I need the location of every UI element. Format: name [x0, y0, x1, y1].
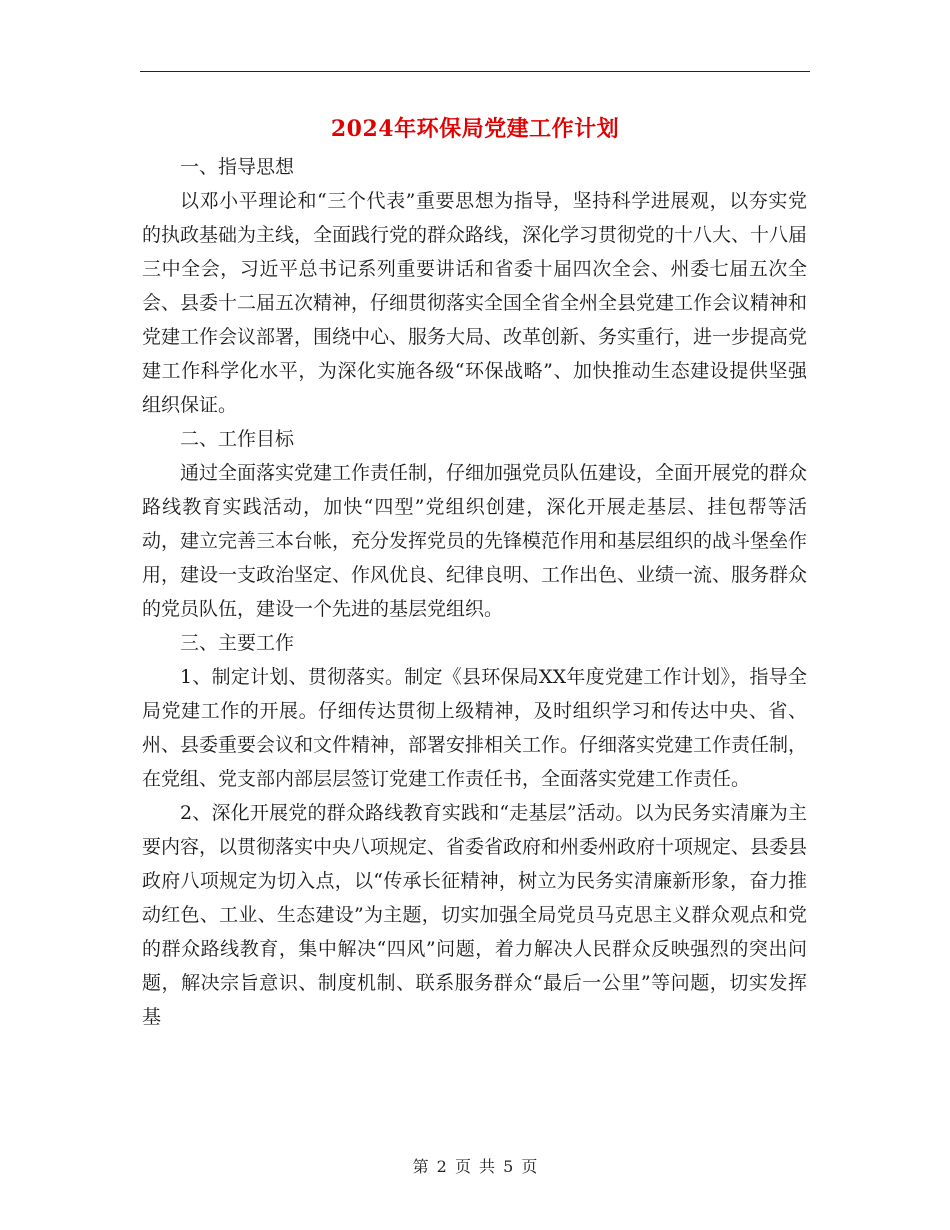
header-rule	[140, 71, 810, 72]
paragraph-work-goals: 通过全面落实党建工作责任制，仔细加强党员队伍建设，全面开展党的群众路线教育实践活动，加快“四型”党组织创建，深化开展走基层、挂包帮等活动，建立完善三本台帐，充分发挥党员的先锋模范作用和基层组织的战斗堡垒作用，建设一支政治坚定、作风优良、纪律良明、工作出色、业绩一流、服务群众的党员队伍，建设一个先进的基层党组织。	[142, 462, 808, 620]
section-heading-guiding-ideology: 一、指导思想	[180, 156, 295, 178]
paragraph-main-work-2: 2、深化开展党的群众路线教育实践和“走基层”活动。以为民务实清廉为主要内容，以贯彻落实中央八项规定、省委省政府和州委州政府十项规定、县委县政府八项规定为切入点，以“传承长征精神，树立为民务实清廉新形象，奋力推动红色、工业、生态建设”为主题，切实加强全局党员马克思主义群众观点和党的群众路线教育，集中解决“四风”问题，着力解决人民群众反映强烈的突出问题，解决宗旨意识、制度机制、联系服务群众“最后一公里”等问题，切实发挥基	[142, 802, 808, 1028]
paragraph-main-work-1: 1、制定计划、贯彻落实。制定《县环保局XX年度党建工作计划》，指导全局党建工作的开展。仔细传达贯彻上级精神，及时组织学习和传达中央、省、州、县委重要会议和文件精神，部署安排相关工作。仔细落实党建工作责任制，在党组、党支部内部层层签订党建工作责任书，全面落实党建工作责任。	[142, 666, 808, 790]
section-heading-main-work: 三、主要工作	[180, 632, 295, 654]
section-heading-work-goals: 二、工作目标	[180, 428, 295, 450]
paragraph-guiding-ideology: 以邓小平理论和“三个代表”重要思想为指导，坚持科学进展观，以夯实党的执政基础为主线，全面践行党的群众路线，深化学习贯彻党的十八大、十八届三中全会，习近平总书记系列重要讲话和省委十届四次全会、州委七届五次全会、县委十二届五次精神，仔细贯彻落实全国全省全州全县党建工作会议精神和党建工作会议部署，围绕中心、服务大局、改革创新、务实重行，进一步提高党建工作科学化水平，为深化实施各级“环保战略”、加快推动生态建设提供坚强组织保证。	[142, 190, 808, 416]
page-number: 第 2 页 共 5 页	[412, 1157, 538, 1176]
document-body	[142, 150, 807, 1034]
document-title: 2024年环保局党建工作计划	[330, 116, 620, 142]
